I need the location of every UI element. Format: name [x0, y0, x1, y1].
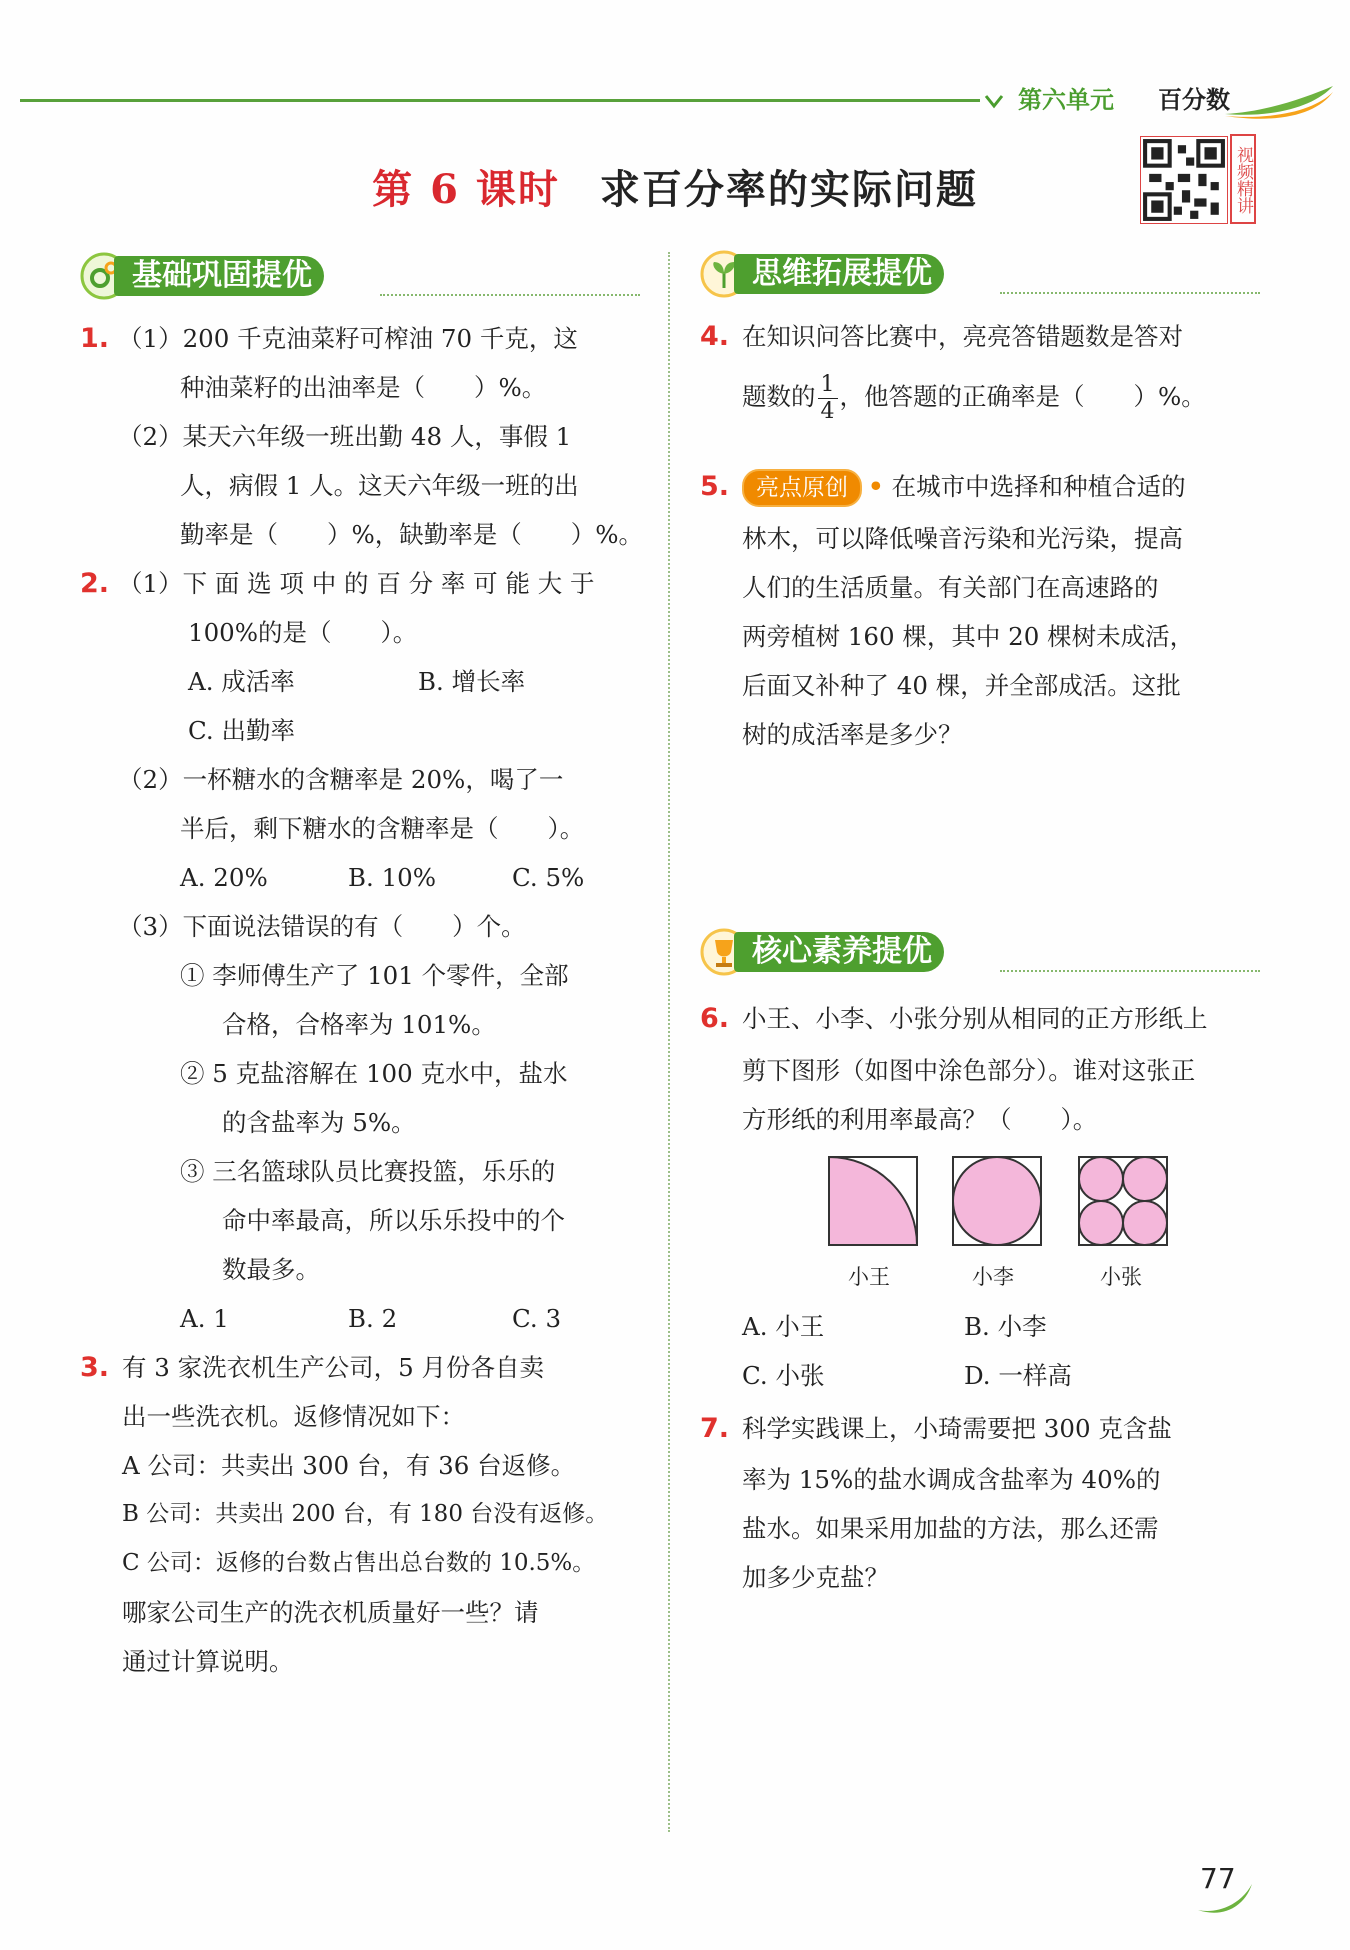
header-unit: 第六单元 — [1018, 86, 1114, 114]
q4-number: 4. — [700, 321, 730, 352]
figure-label-2: 小李 — [972, 1265, 1014, 1289]
q3-line5: C 公司：返修的台数占售出总台数的 10.5%。 — [122, 1550, 596, 1576]
leaf-swoosh-icon — [1225, 84, 1335, 124]
section-rule — [1000, 292, 1260, 294]
fraction — [818, 372, 838, 425]
q2-statement2-line1: ② 5 克盐溶解在 100 克水中，盐水 — [180, 1059, 568, 1088]
section-core — [700, 930, 1260, 974]
q6-option-c: C. 小张 — [742, 1361, 825, 1390]
q7-line3: 盐水。如果采用加盐的方法，那么还需 — [742, 1514, 1159, 1543]
q3-line7: 通过计算说明。 — [122, 1647, 294, 1676]
figure-quarter-circle — [828, 1156, 920, 1248]
header-subject: 百分数 — [1158, 86, 1230, 114]
q2-p2-line2: 半后，剩下糖水的含糖率是（ ）。 — [180, 814, 585, 843]
q1-p2-line1: （2）某天六年级一班出勤 48 人，事假 1 — [118, 422, 572, 451]
q5-number: 5. — [700, 471, 730, 502]
highlight-tag: 亮点原创 — [742, 469, 862, 507]
q3-number: 3. — [80, 1352, 110, 1383]
q1-p1-line1: （1）200 千克油菜籽可榨油 70 千克，这 — [118, 324, 578, 353]
q2-statement3-line2: 命中率最高，所以乐乐投中的个 — [222, 1206, 565, 1235]
q1-p2-line3: 勤率是（ ）%，缺勤率是（ ）%。 — [180, 520, 644, 549]
section-basic — [80, 254, 640, 298]
q2-p1-option-a: A. 成活率 — [188, 667, 295, 696]
right-top-questions — [700, 312, 1260, 752]
fraction-denominator: 4 — [820, 399, 835, 424]
section-thinking — [700, 252, 1260, 296]
q2-p1-line2: 100%的是（ ）。 — [188, 618, 418, 647]
q4-line2 — [742, 372, 1206, 425]
q6-line2: 剪下图形（如图中涂色部分）。谁对这张正 — [742, 1056, 1196, 1085]
q7-number: 7. — [700, 1413, 730, 1444]
q3-line6: 哪家公司生产的洗衣机质量好一些？请 — [122, 1598, 539, 1627]
q2-p2-line1: （2）一杯糖水的含糖率是 20%，喝了一 — [118, 765, 564, 794]
q5-line2: 林木，可以降低噪音污染和光污染，提高 — [742, 524, 1183, 553]
q7-line2: 率为 15%的盐水调成含盐率为 40%的 — [742, 1465, 1161, 1494]
q2-p3-line1: （3）下面说法错误的有（ ）个。 — [118, 912, 526, 941]
q6-option-d: D. 一样高 — [964, 1361, 1072, 1390]
figure-label-1: 小王 — [848, 1265, 890, 1289]
q2-statement2-line2: 的含盐率为 5%。 — [222, 1108, 416, 1137]
q2-p3-option-b: B. 2 — [348, 1304, 398, 1333]
video-label: 视频精讲 — [1230, 134, 1256, 224]
lesson-topic: 求百分率的实际问题 — [599, 166, 978, 213]
page-swoosh-icon — [1196, 1880, 1256, 1916]
q2-p3-option-a: A. 1 — [180, 1304, 229, 1333]
q6-option-b: B. 小李 — [964, 1312, 1047, 1341]
q1-p2-line2: 人，病假 1 人。这天六年级一班的出 — [180, 471, 579, 500]
q2-p2-option-c: C. 5% — [512, 863, 585, 892]
fraction-numerator: 1 — [818, 372, 838, 399]
section-core-title: 核心素养提优 — [734, 932, 944, 972]
right-bottom-questions — [700, 994, 1260, 1634]
q5-line3: 人们的生活质量。有关部门在高速路的 — [742, 573, 1159, 602]
q6-number: 6. — [700, 1003, 730, 1034]
q6-line3: 方形纸的利用率最高？（ ）。 — [742, 1105, 1098, 1134]
q5-line1 — [742, 462, 1186, 511]
q2-p1-line1: （1）下 面 选 项 中 的 百 分 率 可 能 大 于 — [118, 569, 595, 598]
q4-line2-pre: 题数的 — [742, 382, 816, 411]
q5-line4: 两旁植树 160 棵，其中 20 棵树未成活， — [742, 622, 1195, 651]
heart-icon — [982, 92, 1006, 110]
left-questions — [80, 314, 644, 1714]
q2-statement1-line2: 合格，合格率为 101%。 — [222, 1010, 496, 1039]
q2-p2-option-a: A. 20% — [180, 863, 268, 892]
q2-p1-option-c: C. 出勤率 — [188, 716, 295, 745]
lesson-number: 第 6 课时 — [372, 166, 560, 213]
section-thinking-title: 思维拓展提优 — [734, 254, 944, 294]
figure-one-circle — [952, 1156, 1044, 1248]
q3-line4: B 公司：共卖出 200 台，有 180 台没有返修。 — [122, 1501, 609, 1527]
header-rule — [20, 99, 980, 102]
q6-option-a: A. 小王 — [742, 1312, 825, 1341]
tag-dot-icon: • — [868, 472, 884, 501]
q3-line2: 出一些洗衣机。返修情况如下： — [122, 1402, 465, 1431]
figure-label-3: 小张 — [1100, 1265, 1142, 1289]
q5-line5: 后面又补种了 40 棵，并全部成活。这批 — [742, 671, 1181, 700]
q2-p3-option-c: C. 3 — [512, 1304, 562, 1333]
q6-line1: 小王、小李、小张分别从相同的正方形纸上 — [742, 1004, 1208, 1033]
figure-four-circles — [1078, 1156, 1170, 1248]
q4-line1: 在知识问答比赛中，亮亮答错题数是答对 — [742, 322, 1183, 351]
page-number: 77 — [1200, 1862, 1236, 1895]
q7-line4: 加多少克盐？ — [742, 1563, 889, 1592]
q3-line3: A 公司：共卖出 300 台，有 36 台返修。 — [122, 1451, 576, 1480]
q2-p1-option-b: B. 增长率 — [418, 667, 526, 696]
column-divider — [668, 252, 670, 1832]
q2-statement3-line1: ③ 三名篮球队员比赛投篮，乐乐的 — [180, 1157, 556, 1186]
section-basic-title: 基础巩固提优 — [114, 256, 324, 296]
qr-code-icon[interactable] — [1140, 136, 1228, 224]
q2-number: 2. — [80, 568, 110, 599]
q5-line6: 树的成活率是多少？ — [742, 720, 963, 749]
q5-line1-text: 在城市中选择和种植合适的 — [891, 472, 1186, 501]
q2-statement1-line1: ① 李师傅生产了 101 个零件，全部 — [180, 961, 569, 990]
section-rule — [1000, 970, 1260, 972]
q2-statement3-line3: 数最多。 — [222, 1255, 320, 1284]
section-rule — [380, 294, 640, 296]
q3-line1: 有 3 家洗衣机生产公司，5 月份各自卖 — [122, 1353, 545, 1382]
q2-p2-option-b: B. 10% — [348, 863, 437, 892]
q1-p1-line2: 种油菜籽的出油率是（ ）%。 — [180, 373, 547, 402]
q7-line1: 科学实践课上，小琦需要把 300 克含盐 — [742, 1414, 1172, 1443]
q1-number: 1. — [80, 323, 110, 354]
q4-line2-post: ，他答题的正确率是（ ）%。 — [839, 382, 1206, 411]
